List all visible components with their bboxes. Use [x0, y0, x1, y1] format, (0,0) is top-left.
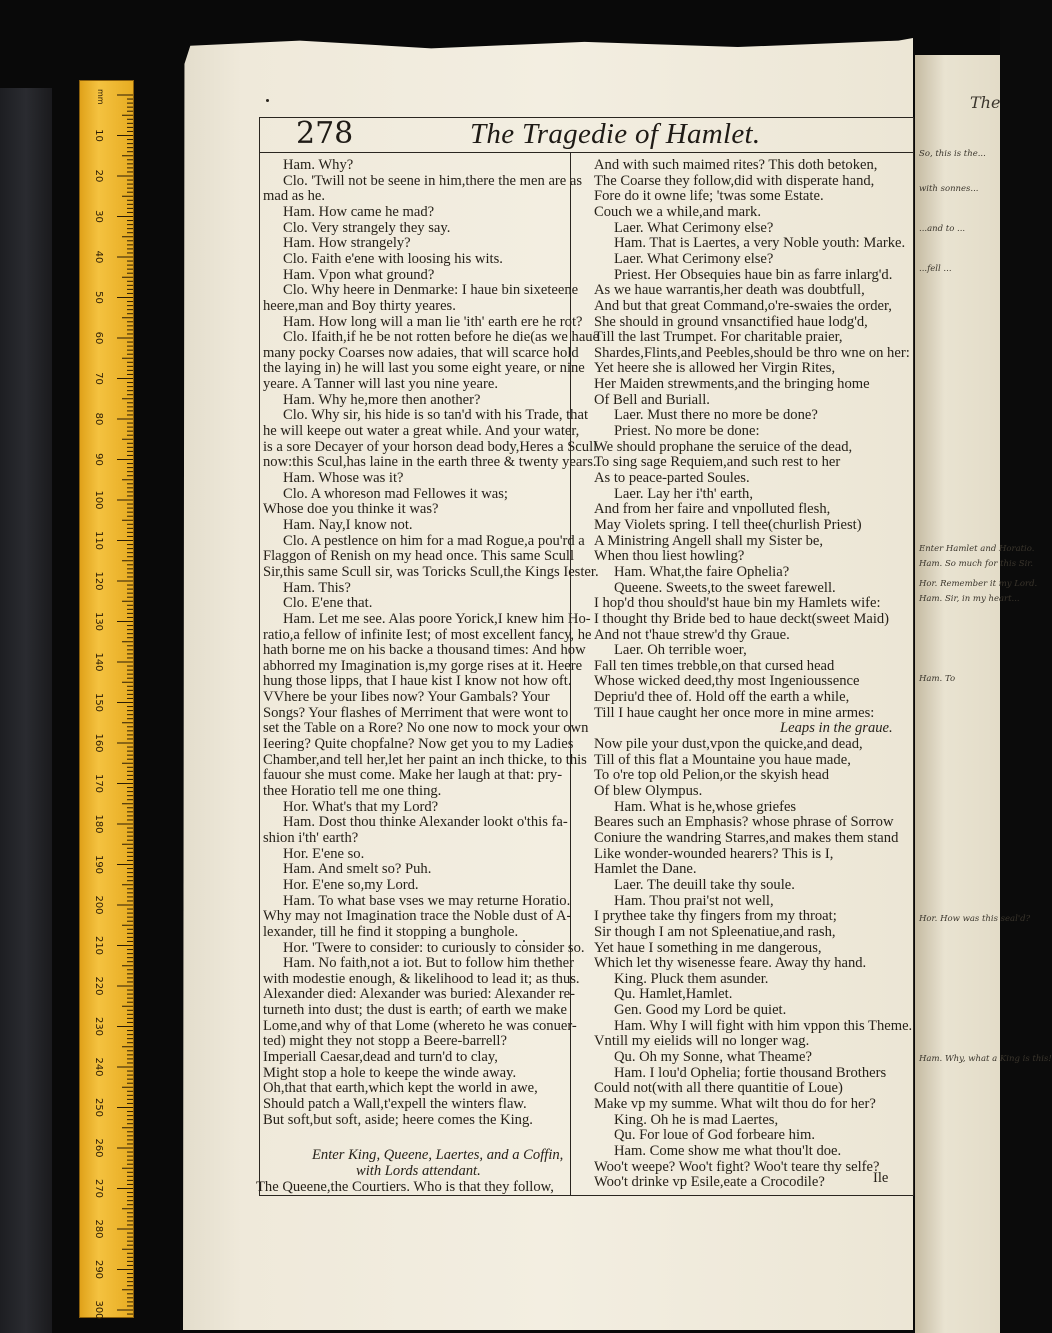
ruler-scale — [80, 81, 133, 1320]
text-line: hung those lipps, that I haue kist I know not how oft. — [263, 673, 572, 690]
facing-page-text: Ham. Sir, in my heart... — [919, 594, 1020, 604]
text-line: Ham. How strangely? — [283, 235, 411, 252]
text-line: Should patch a Wall,t'expell the winters flaw. — [263, 1096, 527, 1112]
text-line: is a sore Decayer of your horson dead body,Heres a Scull — [263, 438, 598, 455]
text-line: Ham. And smelt so? Puh. — [283, 861, 432, 878]
text-line: Beares such an Emphasis? whose phrase of Sorrow — [594, 814, 894, 831]
text-line: Shardes,Flints,and Peebles,should be thro wne on her: — [594, 344, 910, 361]
ruler-label: 130 — [93, 611, 104, 632]
text-line: Laer. Lay her i'th' earth, — [614, 485, 753, 502]
text-line: Laer. What Cerimony else? — [614, 219, 774, 236]
ink-speck — [266, 99, 269, 102]
text-line: I prythee take thy fingers from my throat; — [594, 908, 837, 925]
ruler-label: 170 — [93, 773, 104, 794]
ruler-label: 50 — [93, 291, 104, 304]
text-line: Qu. Oh my Sonne, what Theame? — [614, 1049, 812, 1066]
text-line: Might stop a hole to keepe the winde away. — [263, 1064, 517, 1081]
text-line: As we haue warrantis,her death was doubtfull, — [594, 282, 865, 299]
ruler-label: 100 — [93, 490, 104, 510]
text-line: Which let thy wisenesse feare. Away thy hand. — [594, 955, 867, 972]
text-line: Qu. Hamlet,Hamlet. — [614, 986, 733, 1003]
text-line: Her Maiden strewments,and the bringing home — [594, 376, 870, 393]
text-line: And from her faire and vnpolluted flesh, — [594, 501, 831, 518]
text-line: Fore do it owne life; 'twas some Estate. — [594, 188, 824, 205]
ruler-label: 300 — [93, 1300, 104, 1320]
text-line: Could not(with all there quantitie of Loue) — [594, 1080, 843, 1097]
text-line: turneth into dust; the dust is earth; of earth we make — [263, 1002, 567, 1019]
text-line: Alexander died: Alexander was buried: Alexander re- — [263, 986, 576, 1003]
text-line: Leaps in the graue. — [780, 720, 893, 737]
text-line: May Violets spring. I tell thee(churlish Priest) — [594, 516, 862, 533]
running-title: The Tragedie of Hamlet. — [470, 118, 761, 150]
text-line: Coniure the wandring Starres,and makes them stand — [594, 829, 899, 846]
text-line: As to peace-parted Soules. — [594, 470, 750, 486]
text-line: Till the last Trumpet. For charitable praier, — [594, 329, 843, 346]
header-rule — [259, 152, 914, 153]
facing-page-text: Hor. Remember it my Lord. — [919, 579, 1038, 589]
ruler-label: 190 — [93, 854, 104, 875]
text-line: shion i'th' earth? — [263, 829, 359, 846]
text-line: Why may not Imagination trace the Noble dust of A- — [263, 908, 572, 925]
text-line: Clo. Why heere in Denmarke: I haue bin sixeteene — [283, 282, 579, 299]
text-line: Ham. How came he mad? — [283, 203, 435, 220]
facing-page-text: Ham. Why, what a King is this! — [919, 1054, 1052, 1064]
text-line: VVhere be your Iibes now? Your Gambals? Your — [263, 689, 550, 706]
text-line: Ham. Let me see. Alas poore Yorick,I knew him Ho- — [283, 610, 591, 627]
facing-page — [915, 55, 1052, 1333]
text-line: Laer. What Cerimony else? — [614, 250, 774, 267]
text-line: Clo. A whoreson mad Fellowes it was; — [283, 485, 508, 502]
book-binding — [0, 88, 52, 1333]
text-line: Ham. Whose was it? — [283, 470, 404, 486]
text-line: Enter King, Queene, Laertes, and a Coffin, — [312, 1147, 564, 1164]
ruler-label: 40 — [93, 250, 104, 264]
facing-page-text: ...and to ... — [919, 224, 966, 234]
text-line: Songs? Your flashes of Merriment that were wont to — [263, 704, 569, 721]
text-line: Till of this flat a Mountaine you haue made, — [594, 751, 851, 768]
text-line: Yet heere she is allowed her Virgin Rites, — [594, 360, 836, 377]
text-line: But soft,but soft, aside; heere comes the King. — [263, 1111, 533, 1128]
ruler-label: 180 — [93, 814, 104, 834]
text-line: many pocky Coarses now adaies, that will scarce hold — [263, 344, 579, 361]
text-line: And with such maimed rites? This doth betoken, — [594, 157, 878, 173]
text-line: Oh,that that earth,which kept the world in awe, — [263, 1080, 538, 1097]
text-line: Fall ten times trebble,on that cursed head — [594, 657, 835, 674]
text-line: lexander, till he find it stopping a bunghole. — [263, 923, 519, 940]
text-line: Laer. The deuill take thy soule. — [614, 876, 795, 893]
text-line: Lome,and why of that Lome (whereto he was conuer- — [263, 1017, 577, 1034]
ruler-label: 80 — [93, 412, 104, 426]
text-line: mad as he. — [263, 188, 326, 205]
ruler-label: 270 — [93, 1178, 104, 1199]
text-line: When thou liest howling? — [594, 548, 745, 565]
text-line: Clo. A pestlence on him for a mad Rogue,a pou'rd a — [283, 532, 585, 549]
facing-page-text: with sonnes... — [919, 184, 979, 194]
text-line: Ham. That is Laertes, a very Noble youth: Marke. — [614, 235, 906, 252]
text-line: Clo. Very strangely they say. — [283, 219, 451, 236]
measuring-ruler — [79, 80, 134, 1318]
text-line: A Ministring Angell shall my Sister be, — [594, 532, 824, 549]
text-line: Laer. Must there no more be done? — [614, 407, 818, 424]
text-line: Hor. E'ene so,my Lord. — [283, 876, 419, 893]
text-line: Couch we a while,and mark. — [594, 203, 761, 220]
text-line: Clo. E'ene that. — [283, 595, 373, 612]
text-line: Ham. Thou prai'st not well, — [614, 892, 774, 909]
ruler-unit: mm — [96, 89, 105, 105]
text-line: King. Oh he is mad Laertes, — [614, 1111, 779, 1128]
ruler-label: 210 — [93, 935, 104, 956]
text-line: Now pile your dust,vpon the quicke,and dead, — [594, 736, 863, 753]
text-line: the laying in) he will last you some eight yeare, or nine — [263, 360, 585, 377]
text-line: To o're top old Pelion,or the skyish head — [594, 767, 830, 784]
text-line: Woo't drinke vp Esile,eate a Crocodile? — [594, 1174, 825, 1191]
text-line: Clo. Ifaith,if he be not rotten before he die(as we haue — [283, 329, 600, 346]
ruler-label: 220 — [93, 976, 104, 996]
ruler-label: 250 — [93, 1097, 104, 1118]
text-line: Hamlet the Dane. — [594, 861, 697, 878]
text-line: Ham. Nay,I know not. — [283, 516, 413, 533]
ruler-label: 240 — [93, 1057, 104, 1077]
text-line: Of blew Olympus. — [594, 783, 703, 799]
text-line: Vntill my eielids will no longer wag. — [594, 1033, 810, 1050]
text-line: Sir though I am not Spleenatiue,and rash, — [594, 923, 836, 940]
text-line: Ham. Why he,more then another? — [283, 391, 481, 408]
text-line: Ham. How long will a man lie 'ith' earth ere he rot? — [283, 313, 583, 330]
catchword: Ile — [873, 1170, 889, 1186]
text-line: Ham. Why? — [283, 157, 354, 173]
text-line: King. Pluck them asunder. — [614, 970, 769, 987]
text-line: Ham. To what base vses we may returne Horatio. — [283, 892, 571, 909]
ruler-label: 60 — [93, 331, 104, 345]
ruler-label: 200 — [93, 895, 104, 915]
text-line: Ham. Come show me what thou'lt doe. — [614, 1142, 842, 1159]
text-line: Priest. Her Obsequies haue bin as farre inlarg'd. — [614, 266, 893, 283]
text-line: thee Horatio tell me one thing. — [263, 783, 442, 799]
text-line: Ham. Why I will fight with him vppon this Theme. — [614, 1017, 913, 1034]
text-line: Ham. Dost thou thinke Alexander lookt o'this fa- — [283, 814, 568, 831]
text-line: Hor. 'Twere to consider: to curiously to consider so. — [283, 939, 585, 956]
ruler-label: 160 — [93, 733, 104, 753]
text-line: Woo't weepe? Woo't fight? Woo't teare thy selfe? — [594, 1158, 880, 1175]
text-line: ratio,a fellow of infinite Iest; of most excellent fancy, he — [263, 626, 592, 643]
text-line: now:this Scul,has laine in the earth three & twenty years. — [263, 454, 597, 471]
text-line: he will keepe out water a great while. And your water, — [263, 423, 580, 440]
text-line: I hop'd thou should'st haue bin my Hamlets wife: — [594, 595, 881, 612]
facing-page-text: Hor. How was this seal'd? — [919, 914, 1031, 924]
text-line: Whose wicked deed,thy most Ingenioussence — [594, 673, 860, 690]
text-line: Clo. Faith e'ene with loosing his wits. — [283, 250, 503, 267]
text-line: Flaggon of Renish on my head once. This same Scull — [263, 548, 575, 565]
text-line: abhorred my Imagination is,my gorge rises at it. Heere — [263, 657, 583, 674]
text-line: Clo. 'Twill not be seene in him,there the men are as — [283, 172, 583, 189]
text-line: Hor. What's that my Lord? — [283, 798, 439, 815]
text-line: Clo. Why sir, his hide is so tan'd with his Trade, that — [283, 407, 589, 424]
text-line: We should prophane the seruice of the dead, — [594, 438, 853, 455]
text-line: She should in ground vnsanctified haue lodg'd, — [594, 313, 868, 330]
facing-page-text: Ham. So much for this Sir. — [919, 559, 1034, 569]
text-line: with modestie enough, & likelihood to lead it; as thus. — [263, 970, 580, 987]
page-number: 278 — [296, 116, 354, 151]
text-line: Gen. Good my Lord be quiet. — [614, 1002, 787, 1019]
text-line: Ieering? Quite chopfalne? Now get you to my Ladies — [263, 736, 574, 753]
facing-page-text: Enter Hamlet and Horatio. — [919, 544, 1035, 554]
ruler-label: 230 — [93, 1016, 104, 1037]
text-line: Whose doe you thinke it was? — [263, 501, 439, 518]
text-line: Like wonder-wounded hearers? This is I, — [594, 845, 834, 862]
ruler-label: 10 — [93, 129, 104, 142]
text-line: Queene. Sweets,to the sweet farewell. — [614, 579, 836, 596]
text-line: Qu. For loue of God forbeare him. — [614, 1127, 816, 1144]
text-line: Priest. No more be done: — [614, 423, 760, 440]
text-line: ted) might they not stopp a Beere-barrell? — [263, 1033, 507, 1050]
text-line: Depriu'd thee of. Hold off the earth a while, — [594, 689, 850, 706]
text-line: Ham. I lou'd Ophelia; fortie thousand Brothers — [614, 1064, 887, 1081]
text-line: To sing sage Requiem,and such rest to her — [594, 454, 841, 471]
text-line: yeare. A Tanner will last you nine yeare. — [263, 376, 498, 393]
text-line: Yet haue I something in me dangerous, — [594, 939, 822, 956]
facing-page-text: ...fell ... — [919, 264, 952, 274]
text-line: Ham. Vpon what ground? — [283, 266, 435, 283]
text-line: fauour she must come. Make her laugh at that: pry- — [263, 767, 563, 784]
text-line: Ham. This? — [283, 579, 351, 596]
text-line: with Lords attendant. — [356, 1162, 481, 1179]
text-line: Imperiall Caesar,dead and turn'd to clay, — [263, 1049, 498, 1066]
text-line: Hor. E'ene so. — [283, 845, 365, 862]
ruler-label: 150 — [93, 692, 104, 713]
text-line: Laer. Oh terrible woer, — [614, 642, 747, 659]
ruler-label: 30 — [93, 210, 104, 223]
ruler-label: 290 — [93, 1259, 104, 1280]
text-line: Till I haue caught her once more in mine armes: — [594, 704, 875, 721]
facing-page-text: So, this is the... — [919, 149, 986, 159]
text-line: The Queene,the Courtiers. Who is that they follow, — [256, 1178, 554, 1195]
text-line: Sir,this same Scull sir, was Toricks Scull,the Kings Iester. — [263, 563, 599, 580]
text-line: Ham. No faith,not a iot. But to follow him thether — [283, 955, 575, 972]
ruler-label: 140 — [93, 652, 104, 672]
ruler-label: 20 — [93, 169, 104, 183]
text-line: hath borne me on his backe a thousand times: And how — [263, 642, 586, 659]
facing-page-text: Ham. To — [919, 674, 956, 684]
text-line: heere,man and Boy thirty yeares. — [263, 297, 456, 314]
text-line: Ham. What is he,whose griefes — [614, 798, 797, 815]
text-line: Chamber,and tell her,let her paint an inch thicke, to this — [263, 751, 587, 768]
ruler-label: 260 — [93, 1138, 104, 1158]
ruler-label: 120 — [93, 571, 104, 591]
text-line: And but that great Command,o're-swaies the order, — [594, 297, 892, 314]
facing-page-text: The — [970, 93, 1001, 112]
text-line: The Coarse they follow,did with disperate hand, — [594, 172, 875, 189]
text-line: Make vp my summe. What wilt thou do for her? — [594, 1096, 876, 1112]
ruler-label: 280 — [93, 1219, 104, 1239]
text-line: Of Bell and Buriall. — [594, 391, 710, 408]
ruler-label: 90 — [93, 453, 104, 466]
text-line: Ham. What,the faire Ophelia? — [614, 563, 790, 580]
text-line: I thought thy Bride bed to haue deckt(sweet Maid) — [594, 610, 890, 627]
ruler-label: 70 — [93, 372, 104, 385]
ruler-label: 110 — [93, 530, 104, 551]
text-line: And not t'haue strew'd thy Graue. — [594, 626, 790, 643]
text-line: set the Table on a Rore? No one now to mock your own — [263, 720, 589, 737]
